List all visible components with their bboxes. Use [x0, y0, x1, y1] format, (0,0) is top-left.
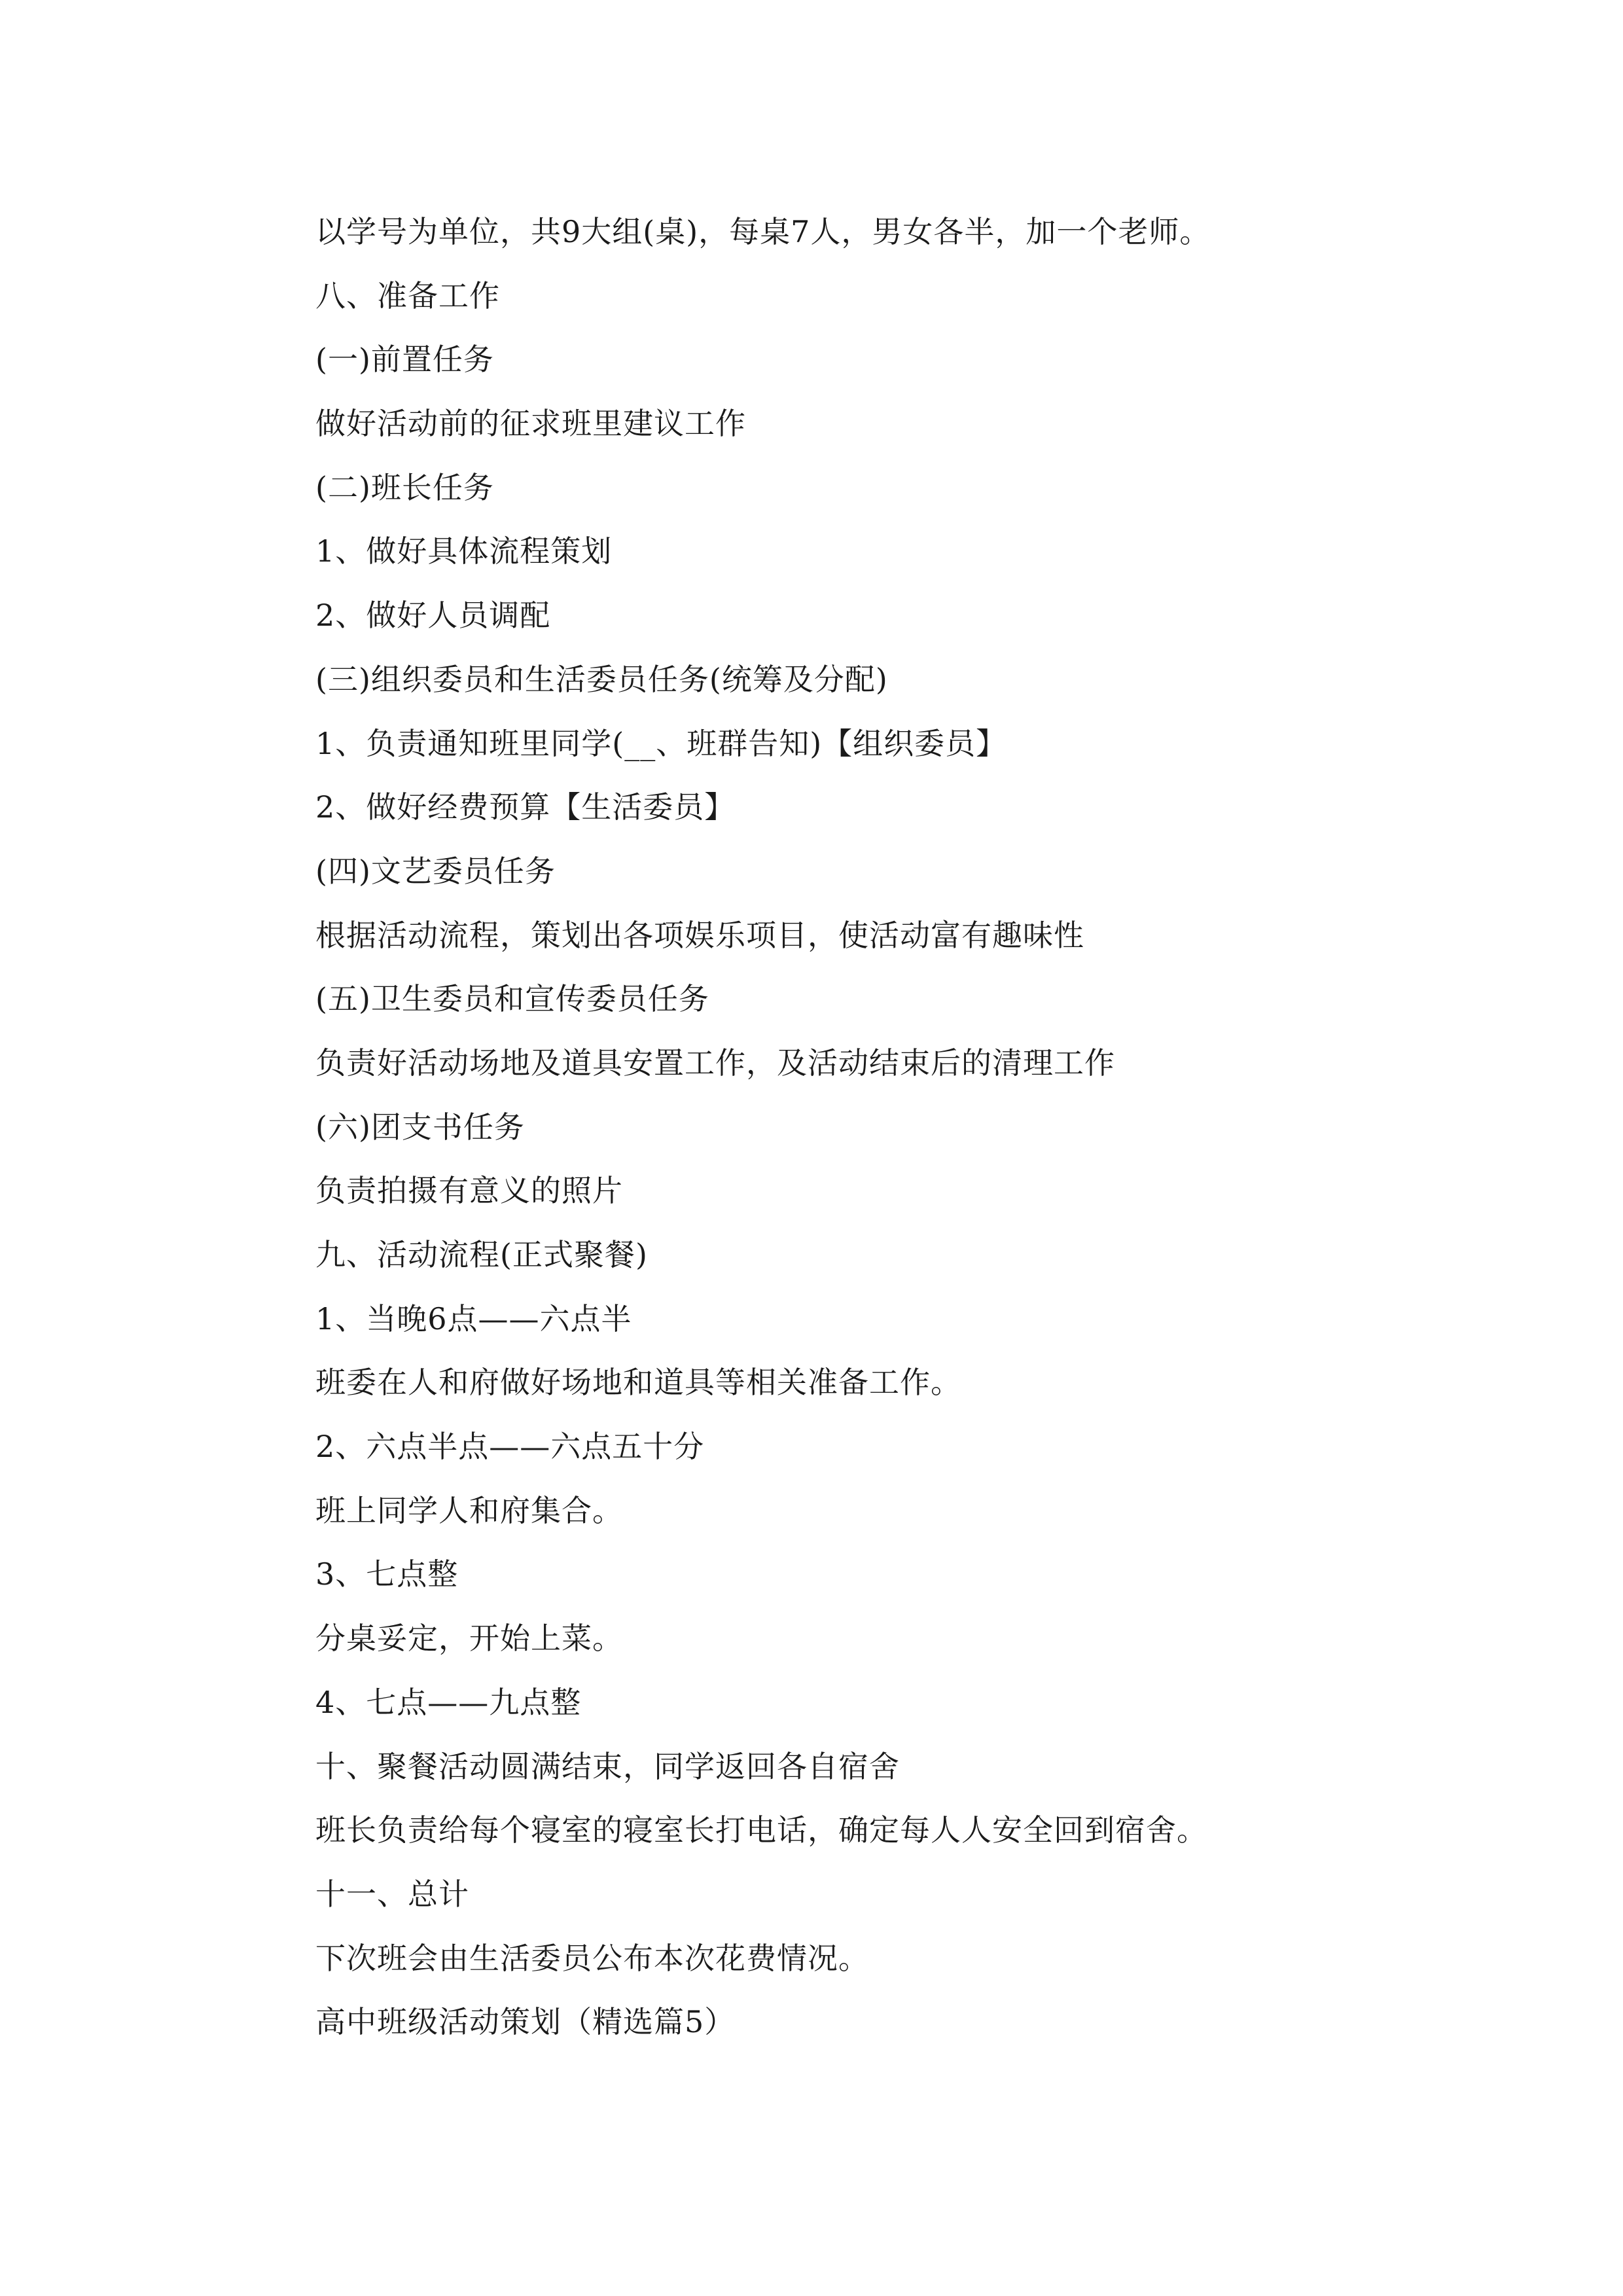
list-item: 2、做好经费预算【生活委员】: [315, 789, 736, 825]
text-line: 班长负责给每个寝室的寝室长打电话，确定每人人安全回到宿舍。: [315, 1812, 1207, 1848]
section-heading: 十一、总计: [315, 1876, 469, 1912]
list-item: 4、七点——九点整: [315, 1684, 582, 1720]
text-line: 负责好活动场地及道具安置工作，及活动结束后的清理工作: [315, 1045, 1115, 1081]
article-title: 高中班级活动策划（精选篇5）: [315, 2004, 736, 2040]
section-heading: 十、聚餐活动圆满结束，同学返回各自宿舍: [315, 1748, 900, 1784]
subsection-heading: (五)卫生委员和宣传委员任务: [315, 981, 709, 1017]
text-line: 根据活动流程，策划出各项娱乐项目，使活动富有趣味性: [315, 917, 1084, 953]
text-line: 下次班会由生活委员公布本次花费情况。: [315, 1940, 869, 1976]
list-item: 1、当晚6点——六点半: [315, 1300, 632, 1336]
text-line: 做好活动前的征求班里建议工作: [315, 406, 746, 442]
list-item: 3、七点整: [315, 1556, 459, 1592]
list-item: 1、负责通知班里同学(__、班群告知)【组织委员】: [315, 725, 1007, 761]
text-line: 分桌妥定，开始上菜。: [315, 1621, 623, 1657]
text-line: 以学号为单位，共9大组(桌)，每桌7人，男女各半，加一个老师。: [315, 214, 1211, 249]
subsection-heading: (三)组织委员和生活委员任务(统筹及分配): [315, 661, 888, 697]
subsection-heading: (一)前置任务: [315, 342, 494, 378]
section-heading: 九、活动流程(正式聚餐): [315, 1237, 648, 1272]
document-body: [315, 200, 1336, 2054]
list-item: 2、做好人员调配: [315, 598, 551, 634]
list-item: 2、六点半点——六点五十分: [315, 1429, 705, 1465]
list-item: 1、做好具体流程策划: [315, 533, 613, 569]
text-line: 负责拍摄有意义的照片: [315, 1173, 623, 1209]
subsection-heading: (六)团支书任务: [315, 1109, 525, 1145]
text-line: 班委在人和府做好场地和道具等相关准备工作。: [315, 1365, 961, 1401]
subsection-heading: (四)文艺委员任务: [315, 853, 556, 889]
subsection-heading: (二)班长任务: [315, 469, 494, 505]
section-heading: 八、准备工作: [315, 278, 500, 314]
text-line: 班上同学人和府集合。: [315, 1492, 623, 1528]
